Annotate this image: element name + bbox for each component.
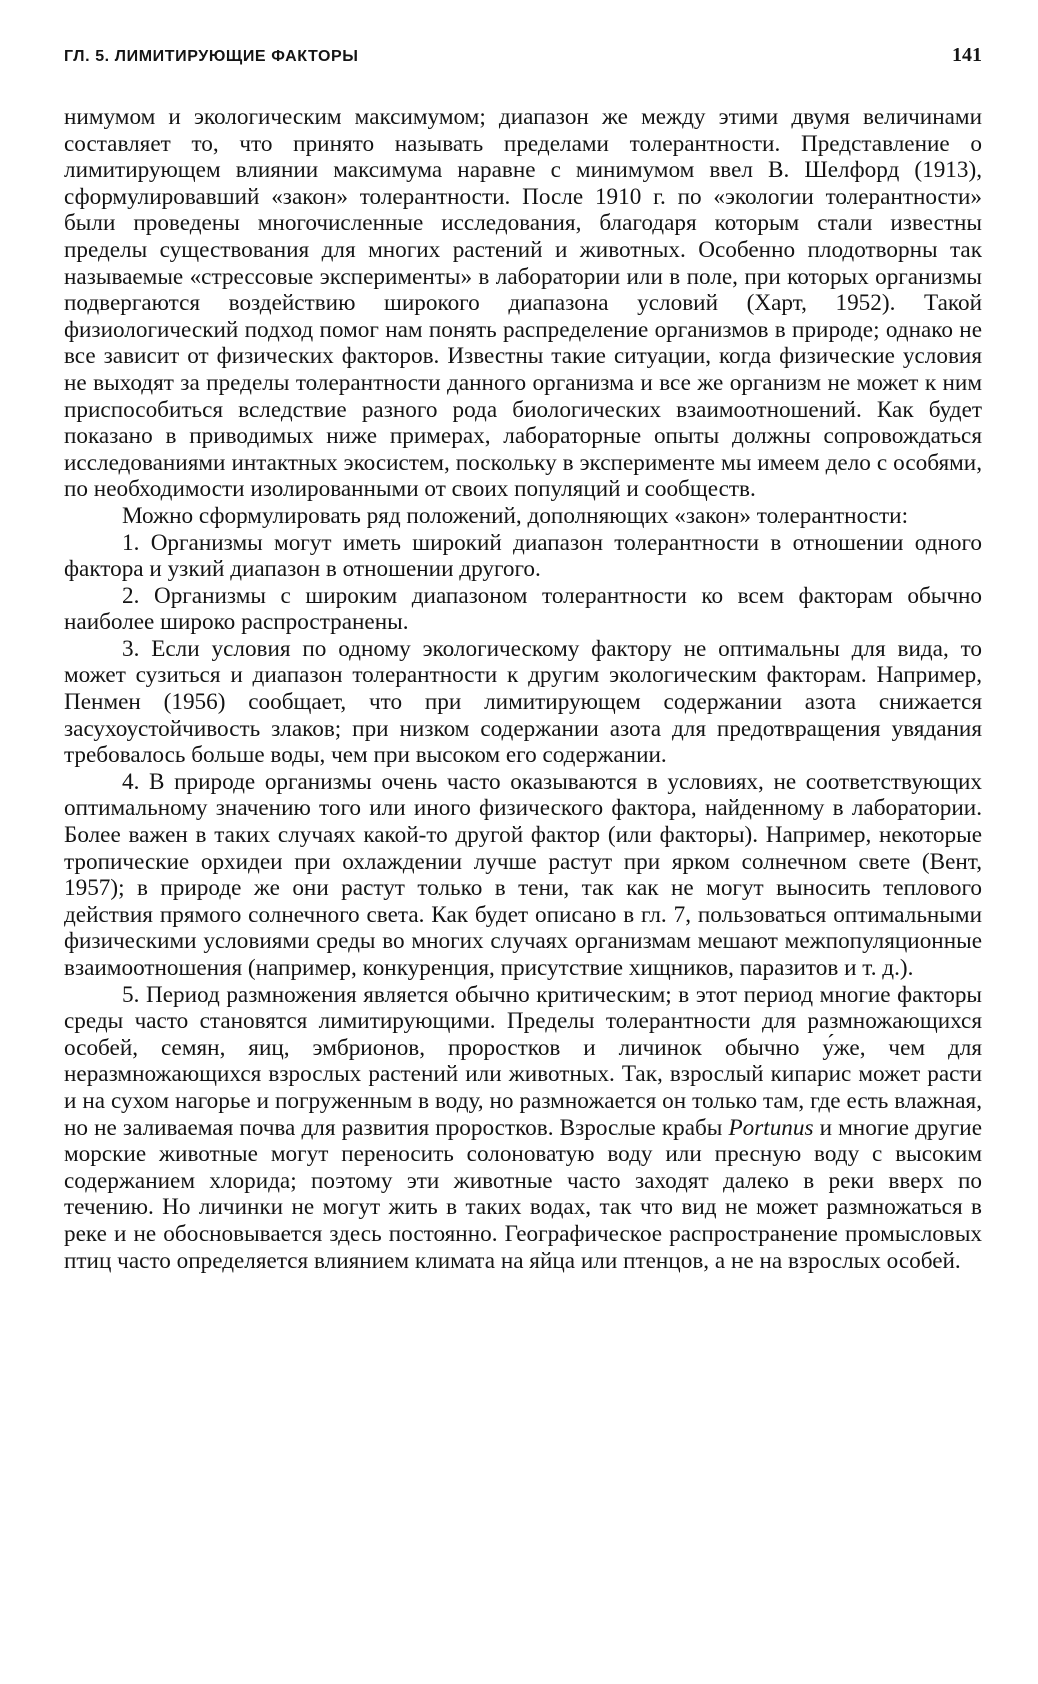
paragraph-continuation: нимумом и экологическим максимумом; диапазон же между этими двумя величинами составляет то, что принято называть пределами толерантности. Представление о лимитирующем влиянии максимума наравне с минимумом ввел В. Шелфорд (1913), сформулировавший «закон» толерантности. После 1910 г. по «экологии толерантности» были проведены многочисленные исследования, благодаря которым стали известны пределы существования для многих растений и животных. Особенно плодотворны так называемые «стрессовые эксперименты» в лаборатории или в поле, при которых организмы подвергаются воздействию широкого диапазона условий (Харт, 1952). Такой физиологический подход помог нам понять распределение организмов в природе; однако не все зависит от физических факторов. Известны такие ситуации, когда физические условия не выходят за пределы толерантности данного организма и все же организм не может к ним приспособиться вследствие разного рода биологических взаимоотношений. Как будет показано в приводимых ниже примерах, лабораторные опыты должны сопровождаться исследованиями интактных экосистем, поскольку в эксперименте мы имеем дело с особями, по необходимости изолированными от своих популяций и сообществ. bbox=[64, 104, 982, 503]
list-item-3: 3. Если условия по одному экологическому фактору не оптимальны для вида, то может сузиться и диапазон толерантности к другим экологическим факторам. Например, Пенмен (1956) сообщает, что при лимитирующем содержании азота снижается засухоустойчивость злаков; при низком содержании азота для предотвращения увядания требовалось больше воды, чем при высоком его содержании. bbox=[64, 635, 982, 769]
list-item-5-text-end: и многие другие морские животные могут переносить солоноватую воду или пресную воду с высоким содержанием хлорида; поэтому эти животные часто заходят далеко в реки вверх по течению. Но личинки не могут жить в таких водах, так что вид не может размножаться в реке и не обосновывается здесь постоянно. Географическое распространение промысловых птиц часто определяется влиянием климата на яйца или птенцов, а не на взрослых особей. bbox=[64, 1114, 982, 1274]
genus-name: Portunus bbox=[728, 1114, 814, 1141]
book-page bbox=[64, 44, 982, 1274]
chapter-title: ГЛ. 5. ЛИМИТИРУЮЩИЕ ФАКТОРЫ bbox=[64, 48, 359, 65]
body-text bbox=[64, 104, 982, 1274]
list-item-1: 1. Организмы могут иметь широкий диапазон толерантности в отношении одного фактора и узкий диапазон в отношении другого. bbox=[64, 529, 982, 583]
page-number: 141 bbox=[952, 44, 982, 66]
list-item-5 bbox=[64, 982, 982, 1275]
list-item-5-text-start: 5. Период размножения является обычно критическим; в этот период многие факторы среды часто становятся лимитирующими. Пределы толерантности для размножающихся особей, семян, яиц, эмбрионов, проростков и личинок обычно у́же, чем для неразмножающихся взрослых растений или животных. Так, взрослый кипарис может расти и на сухом нагорье и погруженным в воду, но размножается он только там, где есть влажная, но не заливаемая почва для развития проростков. Взрослые крабы bbox=[64, 981, 982, 1141]
running-head bbox=[64, 44, 982, 84]
paragraph-intro-list: Можно сформулировать ряд положений, дополняющих «закон» толерантности: bbox=[122, 502, 909, 529]
list-item-2: 2. Организмы с широким диапазоном толерантности ко всем факторам обычно наиболее широко распространены. bbox=[64, 582, 982, 636]
list-item-4: 4. В природе организмы очень часто оказываются в условиях, не соответствующих оптимальному значению того или иного физического фактора, найденному в лаборатории. Более важен в таких случаях какой-то другой фактор (или факторы). Например, некоторые тропические орхидеи при охлаждении лучше растут при ярком солнечном свете (Вент, 1957); в природе же они растут только в тени, так как не могут выносить теплового действия прямого солнечного света. Как будет описано в гл. 7, пользоваться оптимальными физическими условиями среды во многих случаях организмам мешают межпопуляционные взаимоотношения (например, конкуренция, присутствие хищников, паразитов и т. д.). bbox=[64, 768, 982, 981]
